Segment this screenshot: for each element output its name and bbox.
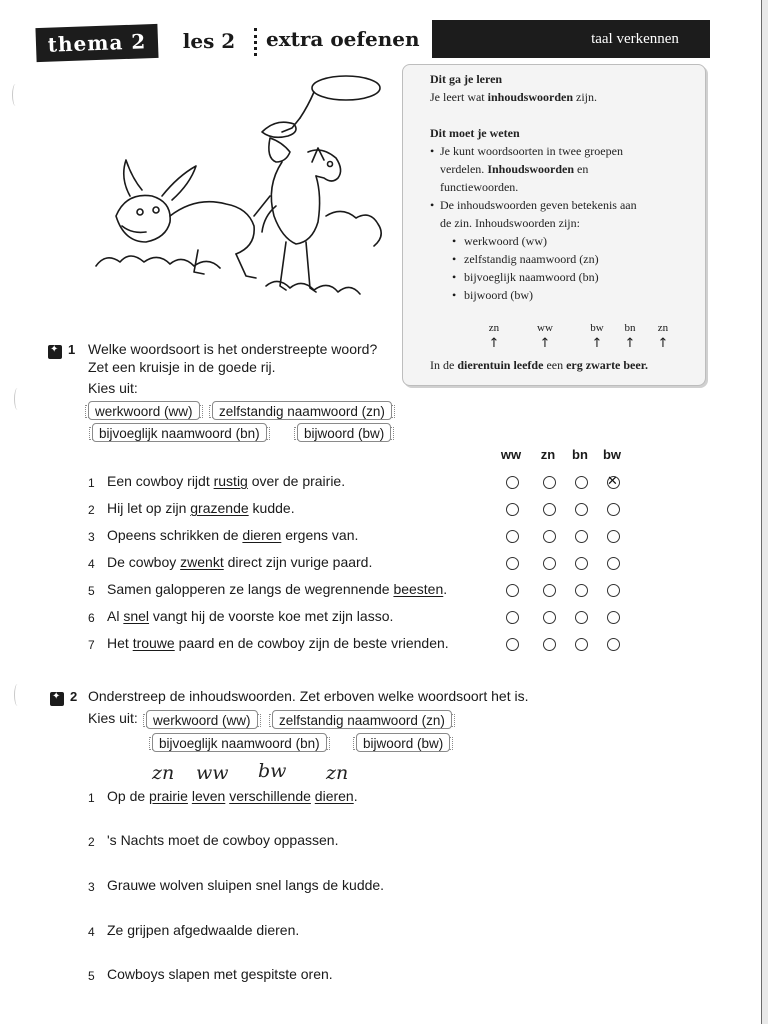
example-label: bw: [590, 322, 604, 334]
bullet1-line3: functiewoorden.: [440, 180, 519, 194]
question-text: De cowboy zwenkt direct zijn vurige paard.: [107, 554, 373, 570]
page-edge: [761, 0, 762, 1024]
page-edge-shadow: [762, 0, 768, 1024]
margin-mark: [14, 684, 21, 706]
question-number: 5: [88, 584, 95, 598]
word-type-chip: werkwoord (ww): [146, 710, 258, 729]
sub-item: bijwoord (bw): [464, 288, 533, 302]
exercise2-kies-uit: Kies uit:: [88, 710, 138, 726]
up-arrow-icon: ↑: [591, 336, 603, 351]
learn-text: Je leert wat inhoudswoorden zijn.: [430, 90, 598, 104]
answer-radio-ww[interactable]: [506, 611, 519, 624]
margin-mark: [12, 84, 19, 106]
answer-radio-bn[interactable]: [575, 611, 588, 624]
exercise2-number: 2: [70, 689, 78, 704]
up-arrow-icon: ↑: [488, 336, 500, 351]
handwritten-answer: bw: [258, 760, 287, 782]
word-type-chip: zelfstandig naamwoord (zn): [212, 401, 392, 420]
answer-radio-zn[interactable]: [543, 503, 556, 516]
answer-radio-ww[interactable]: [506, 638, 519, 651]
extra-oefenen-label: extra oefenen: [266, 27, 420, 51]
question-number: 6: [88, 611, 95, 625]
example-label: ww: [537, 322, 553, 334]
bullet1-line1: Je kunt woordsoorten in twee groepen: [440, 144, 623, 158]
answer-radio-ww[interactable]: [506, 503, 519, 516]
question-text: Het trouwe paard en de cowboy zijn de beste vrienden.: [107, 635, 449, 651]
thema-label: thema 2: [35, 24, 158, 62]
sub-bullet: •: [452, 288, 457, 302]
answer-radio-zn[interactable]: [543, 530, 556, 543]
answer-radio-bw[interactable]: [607, 557, 620, 570]
example-label: bn: [624, 322, 636, 334]
example-label: zn: [657, 322, 669, 334]
exercise2-instruction: Onderstreep de inhoudswoorden. Zet erboven welke woordsoort het is.: [88, 688, 529, 704]
answer-radio-bn[interactable]: [575, 530, 588, 543]
sentence-number: 2: [88, 835, 95, 849]
question-text: Samen galopperen ze langs de wegrennende beesten.: [107, 581, 448, 597]
example-label: zn: [488, 322, 500, 334]
answer-radio-bn[interactable]: [575, 503, 588, 516]
exercise-star-icon: [50, 692, 64, 706]
bullet2-line1: De inhoudswoorden geven betekenis aan: [440, 198, 637, 212]
margin-mark: [14, 388, 21, 410]
sentence-text: Grauwe wolven sluipen snel langs de kudde.: [107, 877, 385, 893]
sub-item: werkwoord (ww): [464, 234, 547, 248]
answer-radio-ww[interactable]: [506, 584, 519, 597]
answer-radio-ww[interactable]: [506, 530, 519, 543]
exercise1-instruction: Welke woordsoort is het onderstreepte woord?: [88, 341, 378, 357]
answer-radio-zn[interactable]: [543, 476, 556, 489]
question-text: Een cowboy rijdt rustig over de prairie.: [107, 473, 346, 489]
question-text: Opeens schrikken de dieren ergens van.: [107, 527, 359, 543]
answer-radio-zn[interactable]: [543, 611, 556, 624]
sub-bullet: •: [452, 252, 457, 266]
answer-radio-ww[interactable]: [506, 557, 519, 570]
bullet1-line2: verdelen. Inhoudswoorden en: [440, 162, 589, 176]
column-header-bn: bn: [572, 447, 588, 462]
sub-item: bijvoeglijk naamwoord (bn): [464, 270, 599, 284]
header-divider: [254, 28, 265, 56]
question-number: 2: [88, 503, 95, 517]
answer-radio-bn[interactable]: [575, 638, 588, 651]
answer-radio-bw[interactable]: [607, 530, 620, 543]
sentence-number: 4: [88, 925, 95, 939]
answer-radio-bw[interactable]: [607, 476, 620, 489]
exercise1-kies-uit: Kies uit:: [88, 380, 138, 396]
taal-verkennen-label: taal verkennen: [591, 31, 679, 47]
column-header-zn: zn: [540, 447, 556, 462]
question-text: Hij let op zijn grazende kudde.: [107, 500, 295, 516]
word-type-chip: bijvoeglijk naamwoord (bn): [152, 733, 327, 752]
sentence-text: Cowboys slapen met gespitste oren.: [107, 966, 333, 982]
answer-radio-zn[interactable]: [543, 638, 556, 651]
sub-bullet: •: [452, 234, 457, 248]
cowboy-bull-illustration: [86, 66, 396, 316]
bullet2-line2: de zin. Inhoudswoorden zijn:: [440, 216, 580, 230]
up-arrow-icon: ↑: [657, 336, 669, 351]
answer-radio-zn[interactable]: [543, 557, 556, 570]
word-type-chip: bijwoord (bw): [356, 733, 450, 752]
answer-radio-bw[interactable]: [607, 611, 620, 624]
column-header-ww: ww: [500, 447, 522, 462]
know-heading: Dit moet je weten: [430, 126, 520, 140]
bullet: •: [430, 198, 435, 212]
question-text: Al snel vangt hij de voorste koe met zijn lasso.: [107, 608, 394, 624]
column-header-bw: bw: [602, 447, 622, 462]
handwritten-answer: zn: [326, 762, 349, 784]
word-type-chip: werkwoord (ww): [88, 401, 200, 420]
question-number: 1: [88, 476, 95, 490]
up-arrow-icon: ↑: [539, 336, 551, 351]
word-type-chip: bijwoord (bw): [297, 423, 391, 442]
sub-bullet: •: [452, 270, 457, 284]
answer-radio-ww[interactable]: [506, 476, 519, 489]
answer-radio-bn[interactable]: [575, 476, 588, 489]
sentence-text: Op de prairie leven verschillende dieren.: [107, 788, 358, 804]
handwritten-answer: ww: [196, 762, 229, 784]
word-type-chip: zelfstandig naamwoord (zn): [272, 710, 452, 729]
exercise-star-icon: [48, 345, 62, 359]
sentence-number: 1: [88, 791, 95, 805]
sentence-number: 5: [88, 969, 95, 983]
sentence-number: 3: [88, 880, 95, 894]
sentence-text: Ze grijpen afgedwaalde dieren.: [107, 922, 300, 938]
answer-radio-zn[interactable]: [543, 584, 556, 597]
handwritten-answer: zn: [152, 762, 175, 784]
exercise1-instruction: Zet een kruisje in de goede rij.: [88, 359, 276, 375]
question-number: 3: [88, 530, 95, 544]
answer-radio-bn[interactable]: [575, 557, 588, 570]
answer-radio-bw[interactable]: [607, 638, 620, 651]
bullet: •: [430, 144, 435, 158]
answer-radio-bn[interactable]: [575, 584, 588, 597]
learn-heading: Dit ga je leren: [430, 72, 503, 86]
question-number: 4: [88, 557, 95, 571]
answer-radio-bw[interactable]: [607, 584, 620, 597]
up-arrow-icon: ↑: [624, 336, 636, 351]
sub-item: zelfstandig naamwoord (zn): [464, 252, 599, 266]
word-type-chip: bijvoeglijk naamwoord (bn): [92, 423, 267, 442]
answer-radio-bw[interactable]: [607, 503, 620, 516]
exercise1-number: 1: [68, 342, 76, 357]
question-number: 7: [88, 638, 95, 652]
example-sentence: In de dierentuin leefde een erg zwarte beer.: [430, 358, 648, 372]
les-label: les 2: [182, 29, 236, 53]
sentence-text: 's Nachts moet de cowboy oppassen.: [107, 832, 339, 848]
